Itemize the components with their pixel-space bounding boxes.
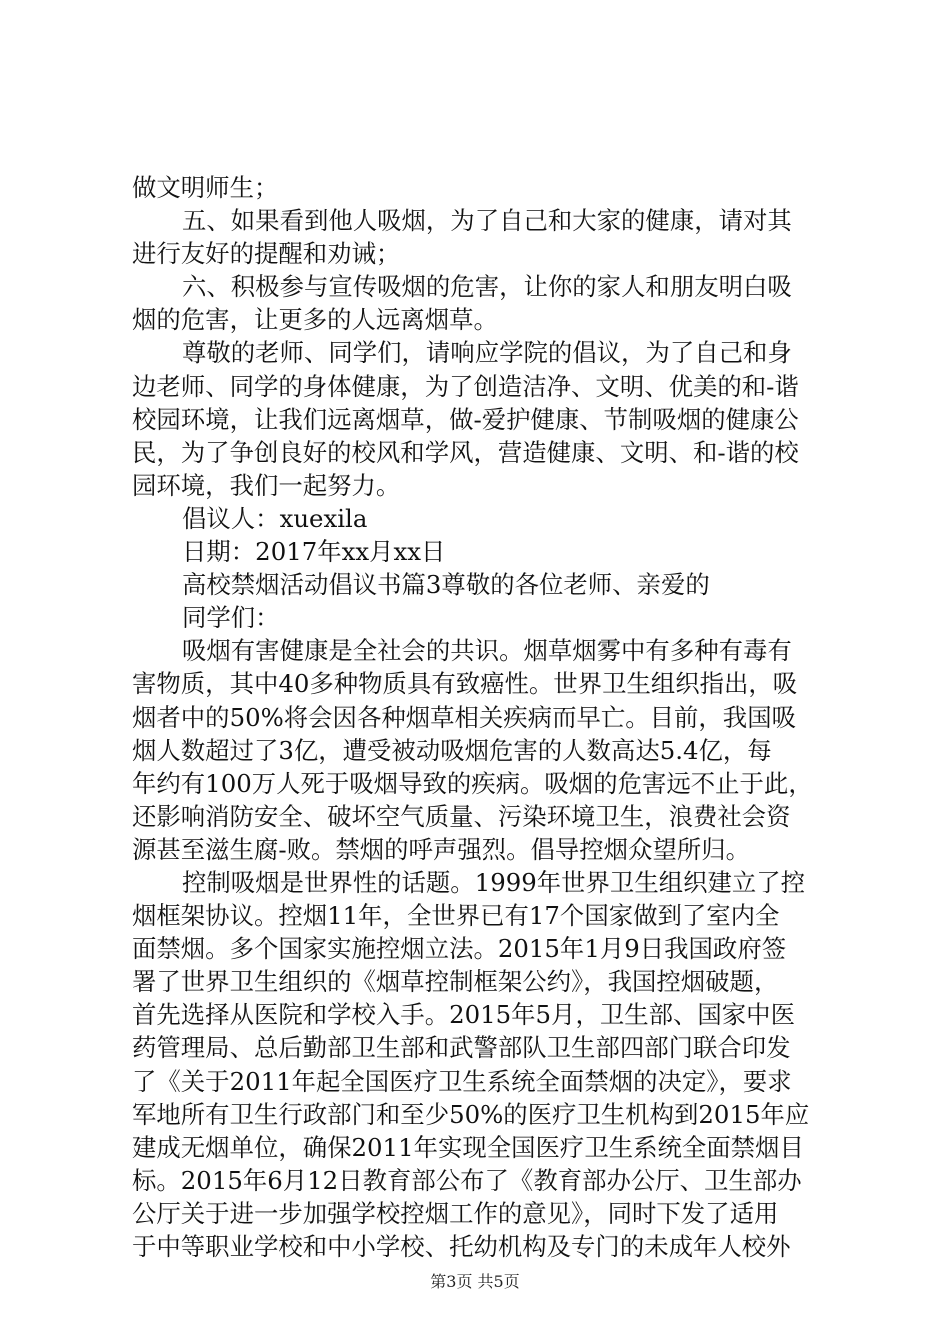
text-line-25: 署了世界卫生组织的《烟草控制框架公约》，我国控烟破题， [132, 967, 779, 997]
text-line-32: 公厅关于进一步加强学校控烟工作的意见》，同时下发了适用 [132, 1198, 779, 1228]
text-line-7: 边老师、同学的身体健康，为了创造洁净、文明、优美的和-谐 [132, 371, 799, 401]
text-line-5: 烟的危害，让更多的人远离烟草。 [132, 305, 498, 335]
text-line-27: 药管理局、总后勤部卫生部和武警部队卫生部四部门联合印发 [132, 1033, 791, 1063]
text-line-24: 面禁烟。多个国家实施控烟立法。2015年1月9日我国政府签 [132, 934, 787, 964]
text-line-20: 还影响消防安全、破坏空气质量、污染环境卫生，浪费社会资 [132, 801, 791, 831]
page-number-footer: 第3页 共5页 [430, 1272, 520, 1291]
text-line-26: 首先选择从医院和学校入手。2015年5月，卫生部、国家中医 [132, 1000, 795, 1030]
text-line-15: 吸烟有害健康是全社会的共识。烟草烟雾中有多种有毒有 [182, 636, 792, 666]
text-line-22: 控制吸烟是世界性的话题。1999年世界卫生组织建立了控 [182, 867, 806, 897]
initiator-line: 倡议人：xuexila [182, 503, 368, 533]
text-line-9: 民，为了争创良好的校风和学风，营造健康、文明、和-谐的校 [132, 437, 799, 467]
text-line-28: 了《关于2011年起全国医疗卫生系统全面禁烟的决定》，要求 [132, 1066, 792, 1096]
text-line-6: 尊敬的老师、同学们，请响应学院的倡议，为了自己和身 [182, 338, 792, 368]
text-line-3: 进行友好的提醒和劝诫； [132, 239, 401, 269]
text-line-8: 校园环境，让我们远离烟草，做-爱护健康、节制吸烟的健康公 [132, 404, 799, 434]
section-heading-line: 高校禁烟活动倡议书篇3尊敬的各位老师、亲爱的 [182, 570, 710, 600]
text-line-21: 源甚至滋生腐-败。禁烟的呼声强烈。倡导控烟众望所归。 [132, 834, 751, 864]
text-line-16: 害物质，其中40多种物质具有致癌性。世界卫生组织指出，吸 [132, 669, 798, 699]
date-line: 日期：2017年xx月xx日 [182, 537, 446, 567]
text-line-10: 园环境，我们一起努力。 [132, 470, 401, 500]
salutation-line: 同学们： [182, 603, 280, 633]
text-line-1: 做文明师生； [132, 173, 279, 202]
text-line-31: 标。2015年6月12日教育部公布了《教育部办公厅、卫生部办 [132, 1165, 802, 1195]
text-line-18: 烟人数超过了3亿，遭受被动吸烟危害的人数高达5.4亿，每 [132, 735, 772, 765]
text-line-30: 建成无烟单位，确保2011年实现全国医疗卫生系统全面禁烟目 [132, 1132, 804, 1162]
document-body [132, 171, 832, 1263]
text-line-2: 五、如果看到他人吸烟，为了自己和大家的健康，请对其 [182, 206, 792, 236]
text-line-19: 年约有100万人死于吸烟导致的疾病。吸烟的危害远不止于此， [132, 768, 813, 798]
text-line-4: 六、积极参与宣传吸烟的危害，让你的家人和朋友明白吸 [182, 272, 792, 302]
text-line-33: 于中等职业学校和中小学校、托幼机构及专门的未成年人校外 [132, 1232, 791, 1261]
text-line-17: 烟者中的50%将会因各种烟草相关疾病而早亡。目前，我国吸 [132, 702, 796, 732]
text-line-29: 军地所有卫生行政部门和至少50%的医疗卫生机构到2015年应 [132, 1099, 810, 1129]
text-line-23: 烟框架协议。控烟11年，全世界已有17个国家做到了室内全 [132, 901, 780, 931]
